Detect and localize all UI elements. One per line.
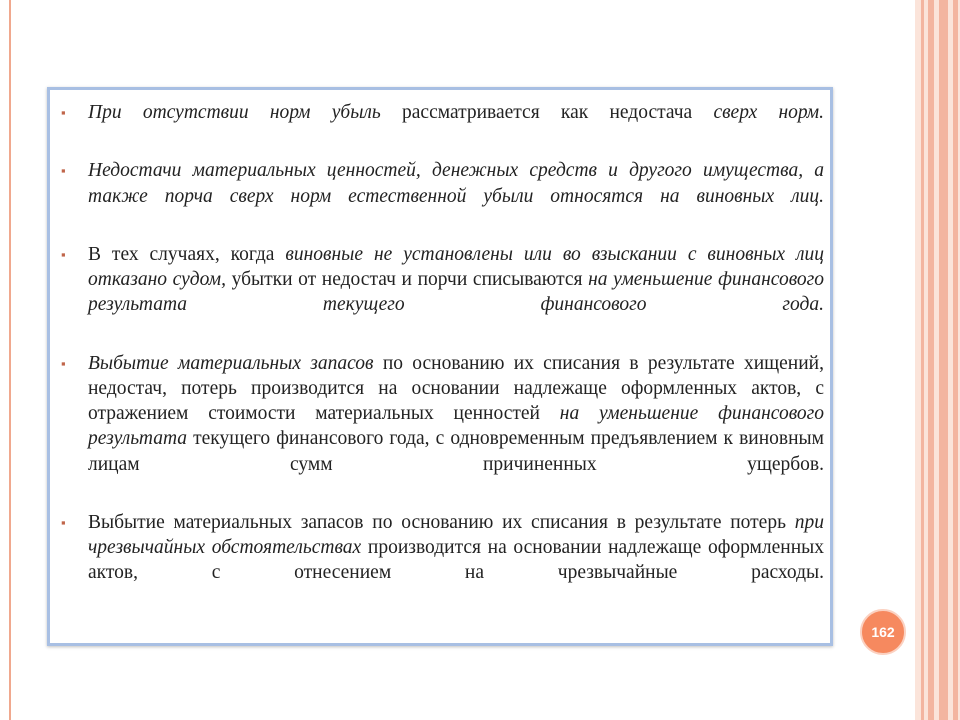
bullet-text-segment: При отсутствии норм убыль xyxy=(88,102,381,123)
bullet-text-segment: Недостачи материальных ценностей, денежных средств и другого имущества, а также порча сверх норм естественной убыли относятся на виновных лиц. xyxy=(88,160,824,207)
stripe xyxy=(939,0,948,720)
stripe xyxy=(953,0,958,720)
bullet-item xyxy=(61,158,824,234)
bullet-text-segment: Выбытие материальных запасов xyxy=(88,352,374,374)
bullet-marker-icon: ▪ xyxy=(61,105,66,120)
bullet-marker-icon: ▪ xyxy=(61,515,66,531)
bullet-text-segment: по основанию их списания в результате хищений, недостач, потерь производится на основании надлежаще оформленных актов, с отражением стоимости материальных ценностей xyxy=(88,352,824,425)
bullet-text-segment: сверх норм. xyxy=(713,102,824,123)
bullet-list xyxy=(61,100,825,619)
bullet-text-segment: производится на основании надлежаще оформленных актов, с отнесением на чрезвычайные расходы. xyxy=(88,537,825,584)
content-frame xyxy=(47,87,833,646)
right-decorative-stripes xyxy=(915,0,960,720)
bullet-text-segment: на уменьшение финансового результата xyxy=(88,403,825,450)
bullet-text-segment: виновные не установлены или во взыскании с виновных лиц отказано судом, xyxy=(88,244,824,291)
bullet-marker-icon: ▪ xyxy=(61,247,66,263)
bullet-marker-icon: ▪ xyxy=(61,163,66,179)
bullet-text-segment: убытки от недостач и порчи списываются xyxy=(225,269,589,291)
page-number-badge: 162 xyxy=(860,609,906,655)
bullet-item xyxy=(61,351,825,502)
bullet-item xyxy=(61,510,825,611)
bullet-text-segment: рассматривается как недостача xyxy=(380,102,714,123)
bullet-marker-icon: ▪ xyxy=(61,355,66,371)
bullet-text-segment: Выбытие материальных запасов по основанию их списания в результате потерь xyxy=(88,512,795,534)
bullet-text-segment: на уменьшение финансового результата текущего финансового года. xyxy=(88,269,825,316)
bullet-item xyxy=(61,242,825,343)
left-decorative-rule xyxy=(9,0,11,720)
stripe xyxy=(921,0,924,720)
stripe xyxy=(928,0,934,720)
bullet-item xyxy=(61,100,824,150)
bullet-text-segment: текущего финансового года, с одновременным предъявлением к виновным лицам сумм причиненных ущербов. xyxy=(88,428,824,475)
bullet-text-segment: при чрезвычайных обстоятельствах xyxy=(88,512,824,559)
bullet-text-segment: В тех случаях, когда xyxy=(88,244,286,266)
